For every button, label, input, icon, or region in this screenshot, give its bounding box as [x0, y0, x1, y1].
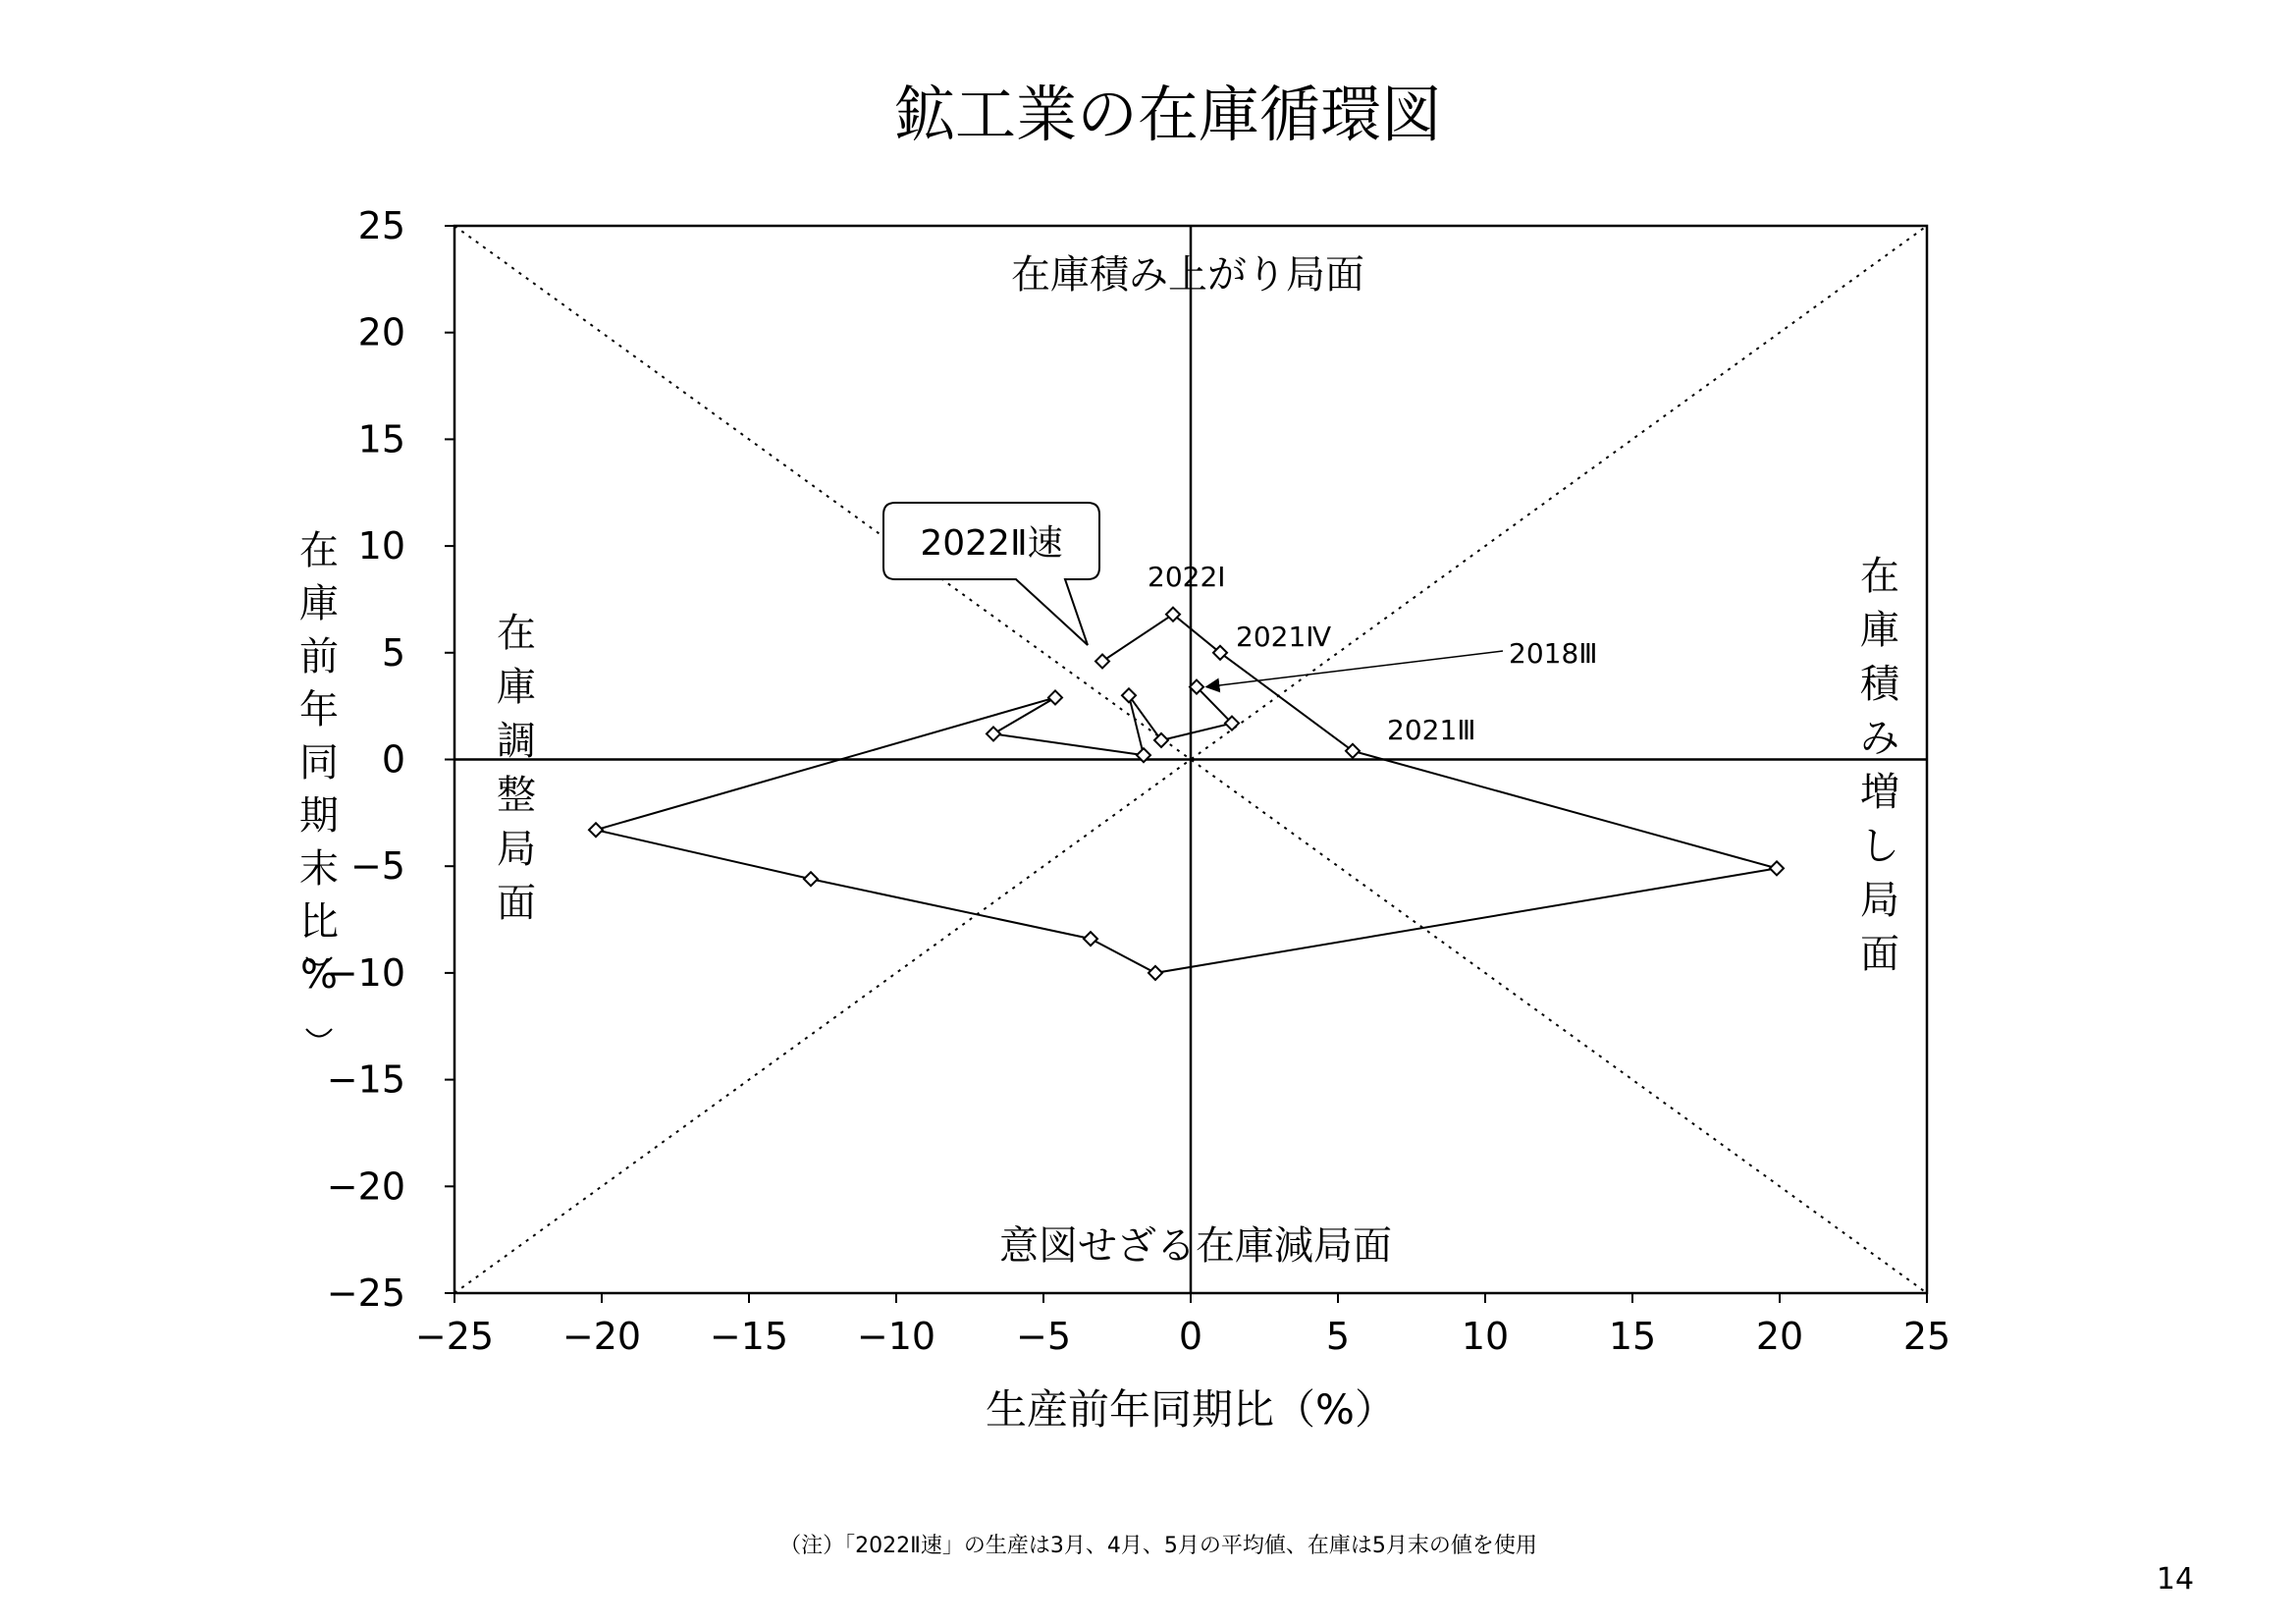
- vertical-char: 期: [299, 793, 339, 839]
- data-point: [1095, 654, 1109, 668]
- y-axis-title: [299, 528, 339, 1037]
- y-tick-label: −10: [326, 950, 405, 995]
- vertical-char: 末: [299, 846, 339, 892]
- vertical-char: %: [299, 952, 339, 998]
- vertical-char: 積: [1860, 662, 1899, 707]
- y-tick-label: 0: [381, 737, 405, 782]
- vertical-char: み: [1860, 716, 1899, 761]
- data-point: [1048, 690, 1062, 704]
- x-tick-label: 0: [1178, 1315, 1203, 1358]
- plot-area: [327, 204, 1950, 1358]
- vertical-char: 局: [1860, 878, 1899, 923]
- data-point: [1770, 861, 1784, 875]
- data-point: [804, 872, 818, 886]
- x-tick-label: −25: [414, 1315, 495, 1358]
- x-tick-label: 20: [1755, 1315, 1804, 1358]
- point-label: 2021Ⅳ: [1236, 621, 1332, 653]
- vertical-char: 庫: [1860, 608, 1899, 653]
- x-tick-label: −5: [1015, 1315, 1072, 1358]
- y-tick-label: −5: [349, 844, 405, 889]
- y-axis-title-paren-close: [306, 1029, 332, 1037]
- y-tick-label: −25: [326, 1272, 405, 1315]
- vertical-char: し: [1860, 824, 1899, 869]
- data-point: [1148, 966, 1162, 980]
- vertical-char: 在: [299, 528, 339, 573]
- vertical-char: 局: [497, 827, 536, 872]
- y-tick-label: 15: [357, 417, 405, 461]
- data-point: [987, 727, 1000, 740]
- point-label-arrow: [1206, 651, 1503, 687]
- chart-title: 鉱工業の在庫循環図: [893, 79, 1443, 150]
- callout-text: 2022Ⅱ速: [920, 523, 1063, 564]
- x-axis-title: [986, 1385, 1396, 1434]
- vertical-char: 調: [497, 719, 536, 764]
- callout-2022-2: [883, 503, 1099, 645]
- series-group: [589, 608, 1784, 980]
- y-tick-label: 25: [357, 204, 405, 247]
- y-tick-label: 20: [357, 310, 405, 354]
- vertical-char: 在: [497, 611, 536, 656]
- x-axis-ticks: [415, 1293, 1950, 1358]
- vertical-char: 庫: [497, 665, 536, 710]
- point-label: 2018Ⅲ: [1509, 637, 1598, 670]
- vertical-char: 年: [299, 687, 339, 732]
- phase-label-top: 在庫積み上がり局面: [1011, 252, 1364, 298]
- page-number: 14: [2156, 1562, 2195, 1597]
- phase-label-bottom: 意図せざる在庫減局面: [999, 1223, 1392, 1269]
- vertical-char: 同: [299, 740, 339, 785]
- data-point: [1346, 744, 1360, 758]
- vertical-char: 比: [299, 899, 339, 945]
- phase-label-right: [1860, 554, 1902, 977]
- x-tick-label: 25: [1902, 1315, 1951, 1358]
- y-tick-label: 5: [381, 630, 405, 675]
- point-label: 2021Ⅲ: [1387, 714, 1476, 746]
- phase-label-left: [497, 611, 536, 926]
- x-axis-title-text: 生産前年同期比（%）: [986, 1385, 1396, 1434]
- y-tick-label: 10: [357, 524, 405, 568]
- vertical-char: 面: [1860, 932, 1899, 977]
- data-point: [1122, 688, 1136, 702]
- data-point: [1084, 932, 1097, 946]
- vertical-char: 増: [1860, 770, 1899, 815]
- vertical-char: 面: [497, 881, 536, 926]
- y-tick-label: −20: [326, 1164, 405, 1209]
- vertical-char: 整: [497, 773, 536, 818]
- y-tick-label: −15: [326, 1057, 405, 1102]
- footnote: （注）「2022Ⅱ速」の生産は3月、4月、5月の平均値、在庫は5月末の値を使用: [779, 1534, 1537, 1558]
- x-tick-label: 10: [1461, 1315, 1510, 1358]
- vertical-char: 前: [299, 634, 339, 679]
- series-line: [596, 615, 1777, 973]
- point-label: 2022Ⅰ: [1148, 561, 1226, 593]
- x-tick-label: −10: [856, 1315, 936, 1358]
- x-tick-label: −15: [709, 1315, 789, 1358]
- y-axis-ticks: [327, 204, 454, 1315]
- x-tick-label: −20: [561, 1315, 642, 1358]
- data-point: [589, 823, 603, 837]
- x-tick-label: 5: [1325, 1315, 1351, 1358]
- vertical-char: 在: [1860, 554, 1899, 599]
- x-tick-label: 15: [1608, 1315, 1657, 1358]
- vertical-char: 庫: [299, 581, 339, 626]
